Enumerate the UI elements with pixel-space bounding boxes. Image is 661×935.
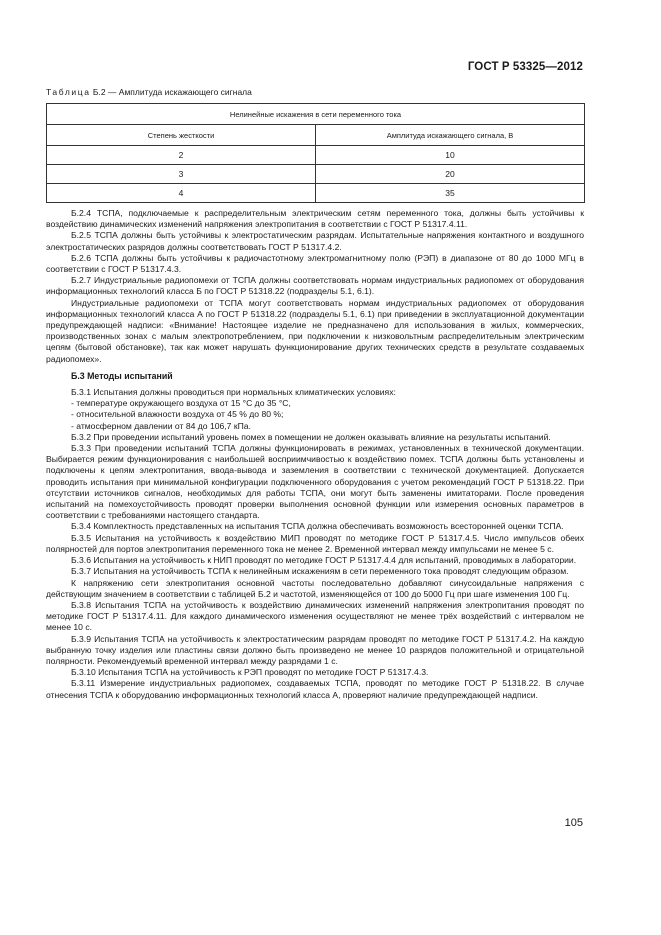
distortion-amplitude-table xyxy=(46,103,585,203)
table-cell-level: 3 xyxy=(47,165,316,184)
paragraph-b-2-5: Б.2.5 ТСПА должны быть устойчивы к электростатическим разрядам. Испытательные напряжения контактного и воздушного электростатических разрядов должны соответствовать ГОСТ Р 51317.4.2. xyxy=(46,230,584,252)
paragraph-b-3-5: Б.3.5 Испытания на устойчивость к воздействию МИП проводят по методике ГОСТ Р 51317.4.5. Число импульсов обеих полярностей для портов электропитания переменного тока не менее 2. Временной интервал между импульсами не менее 5 с. xyxy=(46,532,584,554)
paragraph-b-3-2: Б.3.2 При проведении испытаний уровень помех в помещении не должен оказывать влияние на результаты испытаний. xyxy=(71,431,551,442)
document-body xyxy=(46,208,584,701)
section-heading: Б.3 Методы испытаний xyxy=(71,370,173,381)
table-caption xyxy=(46,87,252,97)
paragraph-b-2-6: Б.2.6 ТСПА должны быть устойчивы к радиочастотному электромагнитному полю (РЭП) в диапазоне от 80 до 1000 МГц в соответствии с ГОСТ Р 51317.4.3. xyxy=(46,252,584,275)
paragraph-voltage-note: К напряжению сети электропитания основной частоты последовательно добавляют синусоидальные напряжения с действующим значением в соответствии с таблицей Б.2 и частотой, изменяющейся от 100 до 5000 Гц при шаге изменения 100 Гц. xyxy=(46,577,584,599)
table-cell-level: 4 xyxy=(47,184,316,203)
page-number: 105 xyxy=(564,817,583,829)
paragraph-b-3-8: Б.3.8 Испытания ТСПА на устойчивость к воздействию динамических изменений напряжения электропитания проводят по методике ГОСТ Р 51317.4.11. Для каждого динамического изменения осуществляют не менее трёх воздействий с интервалом не менее 10 с. xyxy=(46,599,584,633)
paragraph-b-3-11: Б.3.11 Измерение индустриальных радиопомех, создаваемых ТСПА, проводят по методике ГОСТ Р 51318.22. В случае отнесения ТСПА к оборудованию информационных технологий класса А, проверяют наличие предупреждающей надписи. xyxy=(46,678,584,700)
paragraph-class-a-note: Индустриальные радиопомехи от ТСПА могут соответствовать нормам индустриальных радиопомех от оборудования информационных технологий класса А по ГОСТ Р 51318.22 (подразделы 5.1, 6.1) при приведении в эксплуатационной документации предупреждающей надписи: «Внимание! Настоящее изделие не предназначено для использования в жилых, коммерческих, производственных зонах с малым электропотреблением, при подключении к низковольтным распределительным электрическим цепям (бытовой обстановке), так как может нарушать функционирование других технических средств в результате создаваемых радиопомех». xyxy=(46,297,584,364)
paragraph-b-3-7: Б.3.7 Испытания на устойчивость ТСПА к нелинейным искажениям в сети переменного тока проводят следующим образом. xyxy=(71,566,569,577)
table-cell-amplitude: 20 xyxy=(316,165,585,184)
table-caption-text: Б.2 — Амплитуда искажающего сигнала xyxy=(90,87,252,97)
paragraph-b-3-10: Б.3.10 Испытания ТСПА на устойчивость к РЭП проводят по методике ГОСТ Р 51317.4.3. xyxy=(71,667,429,678)
paragraph-b-3-1: Б.3.1 Испытания должны проводиться при нормальных климатических условиях: xyxy=(71,387,396,398)
paragraph-b-3-4: Б.3.4 Комплектность представленных на испытания ТСПА должна обеспечивать возможность всесторонней оценки ТСПА. xyxy=(71,521,564,532)
paragraph-b-2-4: Б.2.4 ТСПА, подключаемые к распределительным электрическим сетям переменного тока, должны быть устойчивы к воздействию динамических изменений напряжения электропитания в соответствии с ГОСТ Р 51317.4.11. xyxy=(46,208,584,230)
paragraph-b-3-6: Б.3.6 Испытания на устойчивость к НИП проводят по методике ГОСТ Р 51317.4.4 для испытаний, проводимых в лаборатории. xyxy=(71,555,577,566)
list-item: - атмосферном давлении от 84 до 106,7 кПа. xyxy=(71,420,251,431)
table-cell-amplitude: 35 xyxy=(316,184,585,203)
paragraph-b-3-3: Б.3.3 При проведении испытаний ТСПА должны функционировать в режимах, установленных в технической документации. Выбирается режим функционирования с наибольшей восприимчивостью к воздействию помех. ТСПА должны быть установлены и подключены к цепям электропитания, ввода-вывода и заземления в соответствии с технической документацией. Допускается проводить испытания при минимальной конфигурации подключенного оборудования с учетом рекомендаций ГОСТ Р 51318.22. При отсутствии источников сигналов, необходимых для работы ТСПА, они могут быть заменены имитаторами. После проведения испытаний на помехоустойчивость проводят проверки выполнения основной функции или измерения основных параметров в соответствии с требованиями настоящего стандарта. xyxy=(46,443,584,521)
paragraph-b-2-7: Б.2.7 Индустриальные радиопомехи от ТСПА должны соответствовать нормам индустриальных радиопомех от оборудования информационных технологий класса Б по ГОСТ Р 51318.22 (подразделы 5.1, 6.1). xyxy=(46,275,584,297)
table-caption-label: Таблица xyxy=(46,87,91,97)
table-row xyxy=(47,146,585,165)
list-item: - температуре окружающего воздуха от 15 °С до 35 °С, xyxy=(71,398,291,409)
table-row xyxy=(47,184,585,203)
list-item: - относительной влажности воздуха от 45 % до 80 %; xyxy=(71,409,284,420)
table-cell-level: 2 xyxy=(47,146,316,165)
document-code: ГОСТ Р 53325—2012 xyxy=(467,61,583,73)
column-header-amplitude: Амплитуда искажающего сигнала, В xyxy=(316,125,585,146)
table-row xyxy=(47,165,585,184)
paragraph-b-3-9: Б.3.9 Испытания ТСПА на устойчивость к электростатическим разрядам проводят по методике ГОСТ Р 51317.4.2. На каждую выбранную точку изделия или пластины связи должно быть произведено не менее 10 разрядов положительной и отрицательной полярности. Рекомендуемый временной интервал между разрядами 1 с. xyxy=(46,633,584,666)
table-cell-amplitude: 10 xyxy=(316,146,585,165)
table-group-header: Нелинейные искажения в сети переменного тока xyxy=(47,104,585,125)
column-header-level: Степень жесткости xyxy=(47,125,316,146)
